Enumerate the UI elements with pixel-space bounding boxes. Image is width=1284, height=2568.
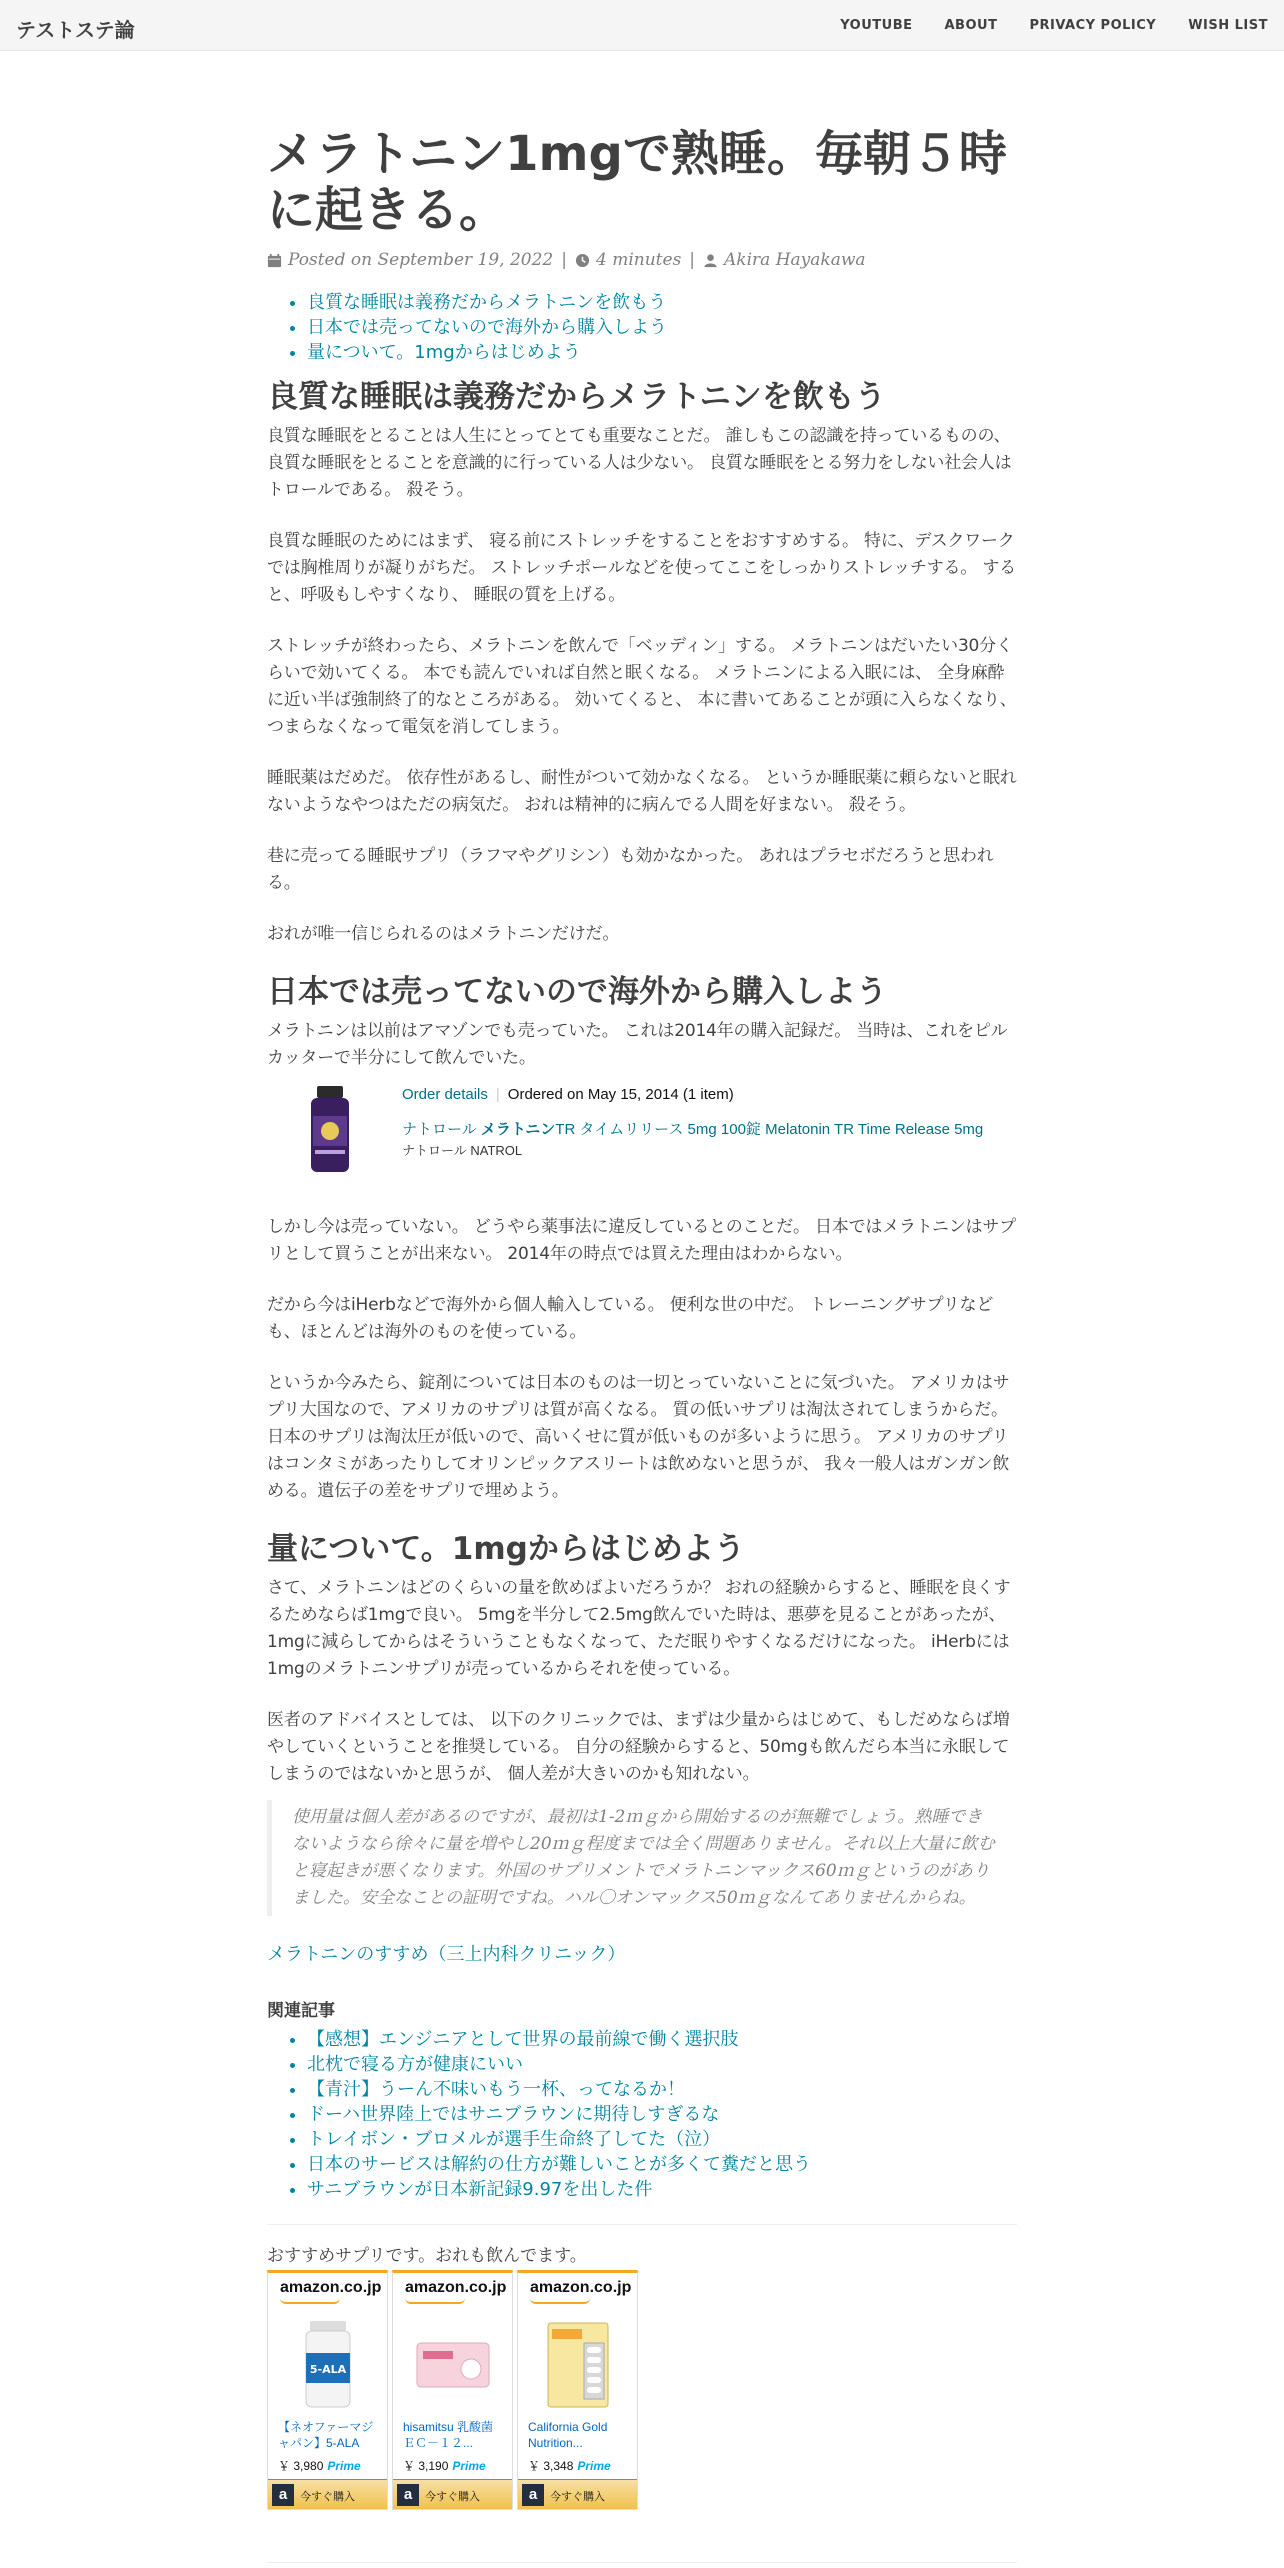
related-item — [307, 2152, 1017, 2177]
amazon-price — [528, 2457, 611, 2474]
order-product-prefix: ナトロール — [402, 1121, 481, 1138]
related-item — [307, 2177, 1017, 2202]
related-link[interactable]: サニブラウンが日本新記録9.97を出した件 — [307, 2179, 653, 2200]
post-content — [267, 126, 1017, 2510]
prime-badge: Prime — [577, 2459, 611, 2473]
order-date: Ordered on May 15, 2014 (1 item) — [507, 1086, 734, 1103]
toc-link[interactable]: 日本では売ってないので海外から購入しよう — [307, 317, 667, 338]
paragraph: 医者のアドバイスとしては、 以下のクリニックでは、まずは少量からはじめて、もしだめならば増やしていくということを推奨している。 自分の経験からすると、50mgも飲んだら本当に永眠してしまうのではないかと思うが、 個人差が大きいのかも知れない。 — [267, 1710, 1010, 1784]
section-heading: 良質な睡眠は義務だからメラトニンを飲もう — [267, 379, 886, 415]
amazon-logo: amazon.co.jp — [405, 2279, 507, 2296]
toc-item — [307, 315, 1017, 340]
amazon-product-name[interactable]: California Gold Nutrition... — [528, 2420, 608, 2450]
amazon-a-icon: a — [272, 2484, 294, 2506]
related-articles-title: 関連記事 — [267, 2001, 335, 2021]
nav-youtube[interactable]: YOUTUBE — [840, 18, 913, 33]
site-brand[interactable]: テストステ論 — [16, 18, 135, 42]
related-item — [307, 2027, 1017, 2052]
clock-icon — [575, 253, 590, 268]
amazon-card[interactable] — [517, 2270, 638, 2510]
amazon-widgets — [267, 2270, 1017, 2510]
post-author: Akira Hayakawa — [724, 250, 866, 270]
user-icon — [703, 253, 718, 268]
amazon-product-name[interactable]: 【ネオファーマジャパン】5-ALA — [278, 2420, 374, 2450]
prime-badge: Prime — [452, 2459, 486, 2473]
order-header — [402, 1086, 734, 1103]
related-item — [307, 2077, 1017, 2102]
buy-now-label: 今すぐ購入 — [300, 2490, 355, 2503]
5ala-product-image — [288, 2313, 368, 2413]
section-heading: 量について。1mgからはじめよう — [267, 1531, 745, 1567]
buy-now-button[interactable] — [268, 2479, 387, 2509]
post-title: メラトニン1mgで熟睡。毎朝５時に起きる。 — [267, 126, 1007, 238]
paragraph: さて、メラトニンはどのくらいの量を飲めばよいだろうか？ おれの経験からすると、睡眠を良くするためならば1mgで良い。 5mgを半分して2.5mg飲んでいた時は、悪夢を見ることがあったが、 1mgに減らしてからはそういうこともなくなって、ただ眠りやすくなるだけになった。 iHerbには1mgのメラトニンサプリが売っているからそれを使っている。 — [267, 1578, 1011, 1679]
clinic-quote: 使用量は個人差があるのですが、最初は1-2ｍｇから開始するのが無難でしょう。熟睡できないようなら徐々に量を増やし20ｍｇ程度までは全く問題ありません。それ以上大量に飲むと寝起きが悪くなります。外国のサプリメントでメラトニンマックス60ｍｇというのがありました。安全なことの証明ですね。ハル〇オンマックス50ｍｇなんてありませんからね。 — [267, 1800, 1017, 1916]
paragraph: 睡眠薬はだめだ。 依存性があるし、耐性がついて効かなくなる。 というか睡眠薬に頼らないと眠れないようなやつはただの病気だ。 おれは精神的に病んでる人間を好まない。 殺そう。 — [267, 768, 1017, 815]
paragraph: 良質な睡眠をとることは人生にとってとても重要なことだ。 誰しもこの認識を持っているものの、 良質な睡眠をとることを意識的に行っている人は少ない。 良質な睡眠をとる努力をしない社会人はトロールである。 殺そう。 — [267, 426, 1012, 500]
related-link[interactable]: 北枕で寝る方が健康にいい — [307, 2054, 523, 2075]
paragraph: 良質な睡眠のためにはまず、 寝る前にストレッチをすることをおすすめする。 特に、デスクワークでは胸椎周りが凝りがちだ。 ストレッチポールなどを使ってここをしっかりストレッチする。 すると、呼吸もしやすくなり、 睡眠の質を上げる。 — [267, 531, 1016, 605]
post-duration: 4 minutes — [596, 250, 682, 270]
related-link[interactable]: 【感想】エンジニアとして世界の最前線で働く選択肢 — [307, 2029, 739, 2050]
amazon-price — [403, 2457, 486, 2474]
paragraph: おれが唯一信じられるのはメラトニンだけだ。 — [267, 924, 620, 944]
clinic-reference-link[interactable]: メラトニンのすすめ（三上内科クリニック） — [267, 1944, 626, 1965]
related-item — [307, 2102, 1017, 2127]
order-product-link[interactable] — [402, 1118, 983, 1139]
amazon-product-name[interactable]: hisamitsu 乳酸菌 ＥＣ－１２... — [403, 2420, 494, 2450]
related-articles-list — [307, 2027, 1017, 2202]
order-product-rest: TR タイムリリース 5mg 100錠 Melatonin TR Time Release 5mg — [555, 1121, 984, 1138]
amazon-smile-icon — [405, 2298, 465, 2304]
navbar — [0, 0, 1284, 51]
toc-item — [307, 290, 1017, 315]
divider — [267, 2224, 1017, 2225]
amazon-a-icon: a — [522, 2484, 544, 2506]
paragraph: しかし今は売っていない。 どうやら薬事法に違反しているとのことだ。 日本ではメラトニンはサプリとして買うことが出来ない。 2014年の時点では買えた理由はわからない。 — [267, 1217, 1016, 1264]
order-separator: | — [495, 1086, 500, 1103]
order-details-link[interactable]: Order details — [402, 1086, 488, 1103]
price-value: ￥ 3,190 — [403, 2459, 449, 2473]
section-heading: 日本では売ってないので海外から購入しよう — [267, 974, 887, 1010]
nav-links — [840, 18, 1268, 33]
post-meta — [267, 250, 1017, 270]
toc-link[interactable]: 良質な睡眠は義務だからメラトニンを飲もう — [307, 292, 667, 313]
related-link[interactable]: ドーハ世界陸上ではサニブラウンに期待しすぎるな — [307, 2104, 720, 2125]
buy-now-label: 今すぐ購入 — [550, 2490, 605, 2503]
lactic-acid-product-image — [413, 2313, 493, 2413]
meta-separator: | — [689, 250, 696, 270]
nav-about[interactable]: ABOUT — [944, 18, 998, 33]
amazon-a-icon: a — [397, 2484, 419, 2506]
related-link[interactable]: 日本のサービスは解約の仕方が難しいことが多くて糞だと思う — [307, 2154, 811, 2175]
toc-item — [307, 340, 1017, 365]
paragraph: ストレッチが終わったら、メラトニンを飲んで「ベッディン」する。 メラトニンはだいたい30分くらいで効いてくる。 本でも読んでいれば自然と眠くなる。 メラトニンによる入眠には、 全身麻酔に近い半ば強制終了的なところがある。 効いてくると、 本に書いてあることが頭に入らなくなり、 つまらなくなって電気を消してしまう。 — [267, 636, 1017, 737]
melatonin-bottle-image — [307, 1086, 353, 1174]
amazon-logo: amazon.co.jp — [280, 2279, 382, 2296]
svg-text:5-ALA: 5-ALA — [309, 2363, 347, 2376]
buy-now-button[interactable] — [518, 2479, 637, 2509]
price-value: ￥ 3,980 — [278, 2459, 324, 2473]
paragraph: 巷に売ってる睡眠サプリ（ラフマやグリシン）も効かなかった。 あれはプラセボだろうと思われる。 — [267, 846, 994, 893]
related-link[interactable]: 【青汁】うーん不味いもう一杯、ってなるか！ — [307, 2079, 685, 2100]
probiotic-product-image — [538, 2313, 618, 2413]
meta-separator: | — [561, 250, 567, 270]
paragraph: というか今みたら、錠剤については日本のものは一切とっていないことに気づいた。 アメリカはサプリ大国なので、アメリカのサプリは質が高くなる。 質の低いサプリは淘汰されてしまうからだ。 日本のサプリは淘汰圧が低いので、高いくせに質が低いものが多いように思う。 アメリカのサプリはコンタミがあったりしてオリンピックアスリートは飲めないと思うが、 我々一般人はガンガン飲める。遺伝子の差をサプリで埋めよう。 — [267, 1373, 1010, 1501]
amazon-order-record — [267, 1080, 1017, 1190]
post-date: Posted on September 19, 2022 — [288, 250, 554, 270]
related-item — [307, 2127, 1017, 2152]
paragraph: だから今はiHerbなどで海外から個人輸入している。 便利な世の中だ。 トレーニングサプリなども、ほとんどは海外のものを使っている。 — [267, 1295, 994, 1342]
nav-privacy-policy[interactable]: PRIVACY POLICY — [1029, 18, 1157, 33]
table-of-contents — [307, 290, 1017, 365]
price-value: ￥ 3,348 — [528, 2459, 574, 2473]
recommend-text: おすすめサプリです。おれも飲んでます。 — [267, 2246, 587, 2266]
buy-now-label: 今すぐ購入 — [425, 2490, 480, 2503]
order-product-bold: メラトニン — [480, 1121, 556, 1138]
order-brand: ナトロール NATROL — [402, 1143, 523, 1158]
toc-link[interactable]: 量について。1mgからはじめよう — [307, 342, 581, 363]
prime-badge: Prime — [327, 2459, 361, 2473]
related-item — [307, 2052, 1017, 2077]
amazon-logo: amazon.co.jp — [530, 2279, 632, 2296]
buy-now-button[interactable] — [393, 2479, 512, 2509]
amazon-price — [278, 2457, 361, 2474]
related-link[interactable]: トレイボン・ブロメルが選手生命終了してた（泣） — [307, 2129, 721, 2150]
paragraph: メラトニンは以前はアマゾンでも売っていた。 これは2014年の購入記録だ。 当時は、これをピルカッターで半分にして飲んでいた。 — [267, 1021, 1008, 1068]
nav-wish-list[interactable]: WISH LIST — [1188, 18, 1268, 33]
amazon-smile-icon — [280, 2298, 340, 2304]
footer-divider — [267, 2562, 1017, 2563]
amazon-smile-icon — [530, 2298, 590, 2304]
calendar-icon — [267, 253, 282, 268]
amazon-card[interactable] — [267, 2270, 388, 2510]
amazon-card[interactable] — [392, 2270, 513, 2510]
